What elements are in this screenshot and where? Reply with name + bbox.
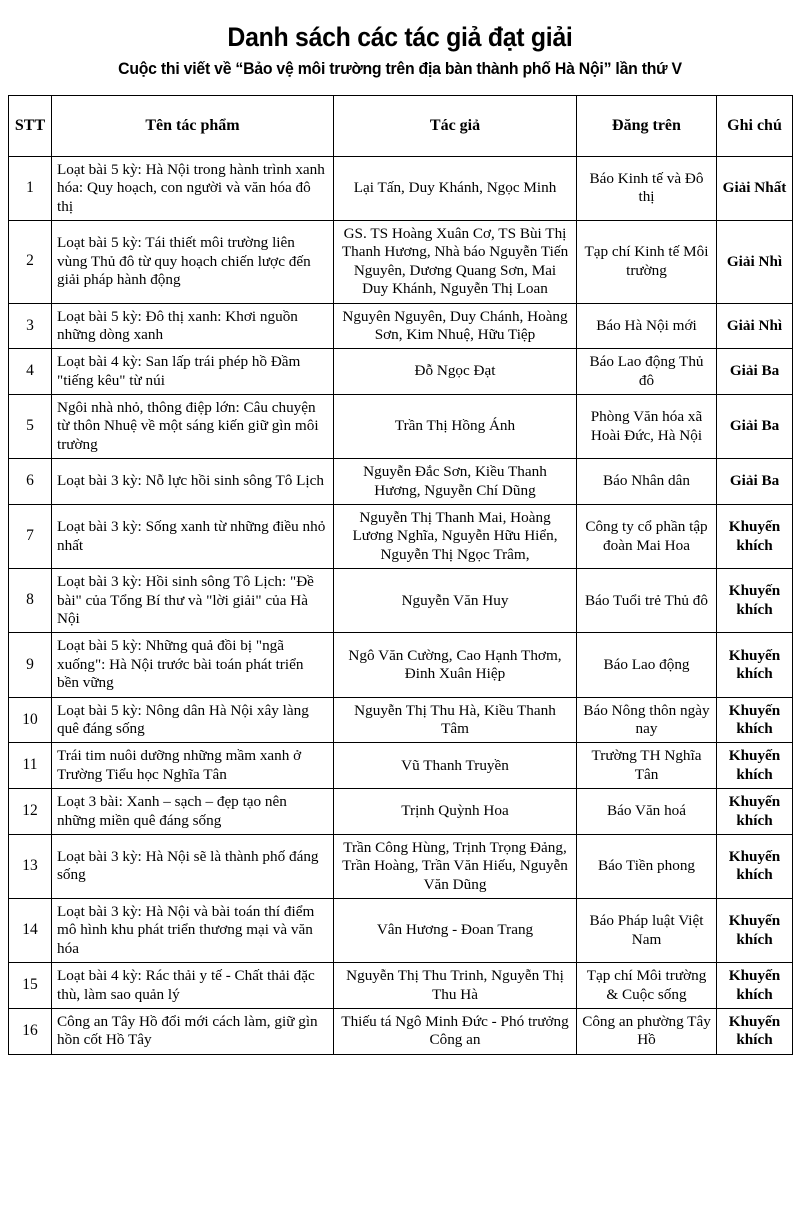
cell-work-title: Loạt bài 3 kỳ: Hồi sinh sông Tô Lịch: "Đề bài" của Tổng Bí thư và "lời giải" của Hà Nội xyxy=(52,569,334,633)
cell-stt: 8 xyxy=(9,569,52,633)
cell-stt: 1 xyxy=(9,156,52,220)
cell-author: Nguyễn Thị Thu Hà, Kiều Thanh Tâm xyxy=(334,697,577,743)
column-header-note: Ghi chú xyxy=(717,95,793,156)
cell-work-title: Loạt bài 5 kỳ: Tái thiết môi trường liên vùng Thủ đô từ quy hoạch chiến lược đến giải pháp hành động xyxy=(52,220,334,303)
cell-stt: 2 xyxy=(9,220,52,303)
cell-author: Trịnh Quỳnh Hoa xyxy=(334,789,577,835)
cell-author: Nguyên Nguyên, Duy Chánh, Hoàng Sơn, Kim Nhuệ, Hữu Tiệp xyxy=(334,303,577,349)
cell-published-in: Báo Hà Nội mới xyxy=(577,303,717,349)
cell-author: Vũ Thanh Truyền xyxy=(334,743,577,789)
cell-work-title: Loạt 3 bài: Xanh – sạch – đẹp tạo nên những miền quê đáng sống xyxy=(52,789,334,835)
cell-award-note: Khuyến khích xyxy=(717,633,793,697)
cell-award-note: Khuyến khích xyxy=(717,743,793,789)
cell-author: Nguyễn Thị Thu Trinh, Nguyễn Thị Thu Hà xyxy=(334,963,577,1009)
cell-published-in: Báo Tiền phong xyxy=(577,834,717,898)
award-table xyxy=(8,95,793,1055)
table-row xyxy=(9,633,793,697)
cell-award-note: Khuyến khích xyxy=(717,569,793,633)
table-row xyxy=(9,156,793,220)
cell-work-title: Loạt bài 3 kỳ: Nỗ lực hồi sinh sông Tô Lịch xyxy=(52,459,334,505)
cell-author: Vân Hương - Đoan Trang xyxy=(334,899,577,963)
table-body xyxy=(9,156,793,1054)
cell-published-in: Trường TH Nghĩa Tân xyxy=(577,743,717,789)
cell-work-title: Loạt bài 5 kỳ: Những quả đồi bị "ngã xuống": Hà Nội trước bài toán phát triển bền vững xyxy=(52,633,334,697)
cell-author: Nguyễn Thị Thanh Mai, Hoàng Lương Nghĩa, Nguyễn Hữu Hiển, Nguyễn Thị Ngọc Trâm, xyxy=(334,505,577,569)
cell-stt: 15 xyxy=(9,963,52,1009)
cell-work-title: Công an Tây Hồ đổi mới cách làm, giữ gìn hồn cốt Hồ Tây xyxy=(52,1009,334,1055)
column-header-stt: STT xyxy=(9,95,52,156)
table-row xyxy=(9,459,793,505)
cell-author: GS. TS Hoàng Xuân Cơ, TS Bùi Thị Thanh Hương, Nhà báo Nguyễn Tiến Nguyên, Dương Quang Sơn, Mai Duy Khánh, Nguyễn Thị Loan xyxy=(334,220,577,303)
cell-published-in: Báo Tuổi trẻ Thủ đô xyxy=(577,569,717,633)
cell-published-in: Công ty cổ phần tập đoàn Mai Hoa xyxy=(577,505,717,569)
cell-award-note: Giải Ba xyxy=(717,459,793,505)
table-row xyxy=(9,834,793,898)
cell-stt: 13 xyxy=(9,834,52,898)
table-row xyxy=(9,963,793,1009)
cell-award-note: Giải Ba xyxy=(717,349,793,395)
cell-award-note: Giải Nhì xyxy=(717,303,793,349)
column-header-published-in: Đăng trên xyxy=(577,95,717,156)
table-header xyxy=(9,95,793,156)
cell-author: Đỗ Ngọc Đạt xyxy=(334,349,577,395)
table-row xyxy=(9,303,793,349)
cell-published-in: Công an phường Tây Hồ xyxy=(577,1009,717,1055)
cell-award-note: Giải Ba xyxy=(717,395,793,459)
cell-work-title: Loạt bài 3 kỳ: Sống xanh từ những điều nhỏ nhất xyxy=(52,505,334,569)
award-table-wrapper xyxy=(8,95,792,1055)
cell-work-title: Loạt bài 4 kỳ: San lấp trái phép hồ Đầm "tiếng kêu" từ núi xyxy=(52,349,334,395)
cell-published-in: Báo Lao động Thủ đô xyxy=(577,349,717,395)
cell-published-in: Tạp chí Môi trường & Cuộc sống xyxy=(577,963,717,1009)
cell-published-in: Báo Nhân dân xyxy=(577,459,717,505)
cell-work-title: Ngôi nhà nhỏ, thông điệp lớn: Câu chuyện từ thôn Nhuệ về một sáng kiến giữ gìn môi trường xyxy=(52,395,334,459)
page-title: Danh sách các tác giả đạt giải xyxy=(227,22,573,52)
table-row xyxy=(9,220,793,303)
table-row xyxy=(9,789,793,835)
table-row xyxy=(9,899,793,963)
table-row xyxy=(9,505,793,569)
cell-author: Lại Tấn, Duy Khánh, Ngọc Minh xyxy=(334,156,577,220)
cell-author: Thiếu tá Ngô Minh Đức - Phó trưởng Công an xyxy=(334,1009,577,1055)
cell-award-note: Khuyến khích xyxy=(717,834,793,898)
table-row xyxy=(9,1009,793,1055)
cell-work-title: Loạt bài 5 kỳ: Nông dân Hà Nội xây làng quê đáng sống xyxy=(52,697,334,743)
cell-award-note: Khuyến khích xyxy=(717,899,793,963)
table-row xyxy=(9,569,793,633)
cell-award-note: Khuyến khích xyxy=(717,1009,793,1055)
cell-award-note: Khuyến khích xyxy=(717,963,793,1009)
cell-published-in: Báo Văn hoá xyxy=(577,789,717,835)
column-header-author: Tác giả xyxy=(334,95,577,156)
cell-stt: 10 xyxy=(9,697,52,743)
cell-stt: 16 xyxy=(9,1009,52,1055)
cell-stt: 5 xyxy=(9,395,52,459)
table-row xyxy=(9,349,793,395)
cell-stt: 6 xyxy=(9,459,52,505)
table-row xyxy=(9,743,793,789)
table-row xyxy=(9,395,793,459)
cell-award-note: Khuyến khích xyxy=(717,505,793,569)
cell-stt: 12 xyxy=(9,789,52,835)
cell-work-title: Trái tim nuôi dưỡng những mầm xanh ở Trường Tiểu học Nghĩa Tân xyxy=(52,743,334,789)
cell-work-title: Loạt bài 3 kỳ: Hà Nội và bài toán thí điểm mô hình khu phát triển thương mại và văn hóa xyxy=(52,899,334,963)
cell-published-in: Báo Lao động xyxy=(577,633,717,697)
page-subtitle: Cuộc thi viết về “Bảo vệ môi trường trên địa bàn thành phố Hà Nội” lần thứ V xyxy=(118,59,682,79)
cell-work-title: Loạt bài 4 kỳ: Rác thải y tế - Chất thải đặc thù, làm sao quản lý xyxy=(52,963,334,1009)
cell-published-in: Báo Nông thôn ngày nay xyxy=(577,697,717,743)
cell-published-in: Phòng Văn hóa xã Hoài Đức, Hà Nội xyxy=(577,395,717,459)
cell-stt: 3 xyxy=(9,303,52,349)
table-header-row xyxy=(9,95,793,156)
cell-author: Ngô Văn Cường, Cao Hạnh Thơm, Đinh Xuân Hiệp xyxy=(334,633,577,697)
cell-stt: 11 xyxy=(9,743,52,789)
cell-award-note: Khuyến khích xyxy=(717,789,793,835)
column-header-title: Tên tác phẩm xyxy=(52,95,334,156)
cell-author: Nguyễn Văn Huy xyxy=(334,569,577,633)
cell-author: Trần Thị Hồng Ánh xyxy=(334,395,577,459)
cell-published-in: Tạp chí Kinh tế Môi trường xyxy=(577,220,717,303)
cell-award-note: Giải Nhất xyxy=(717,156,793,220)
cell-work-title: Loạt bài 5 kỳ: Hà Nội trong hành trình xanh hóa: Quy hoạch, con người và văn hóa đô thị xyxy=(52,156,334,220)
cell-published-in: Báo Kinh tế và Đô thị xyxy=(577,156,717,220)
cell-author: Trần Công Hùng, Trịnh Trọng Đảng, Trần Hoàng, Trần Văn Hiếu, Nguyễn Văn Dũng xyxy=(334,834,577,898)
cell-award-note: Khuyến khích xyxy=(717,697,793,743)
cell-work-title: Loạt bài 3 kỳ: Hà Nội sẽ là thành phố đáng sống xyxy=(52,834,334,898)
cell-stt: 9 xyxy=(9,633,52,697)
cell-stt: 7 xyxy=(9,505,52,569)
cell-published-in: Báo Pháp luật Việt Nam xyxy=(577,899,717,963)
heading-block xyxy=(0,0,800,79)
cell-stt: 4 xyxy=(9,349,52,395)
table-row xyxy=(9,697,793,743)
cell-work-title: Loạt bài 5 kỳ: Đô thị xanh: Khơi nguồn những dòng xanh xyxy=(52,303,334,349)
cell-author: Nguyễn Đắc Sơn, Kiều Thanh Hương, Nguyễn Chí Dũng xyxy=(334,459,577,505)
cell-stt: 14 xyxy=(9,899,52,963)
cell-award-note: Giải Nhì xyxy=(717,220,793,303)
